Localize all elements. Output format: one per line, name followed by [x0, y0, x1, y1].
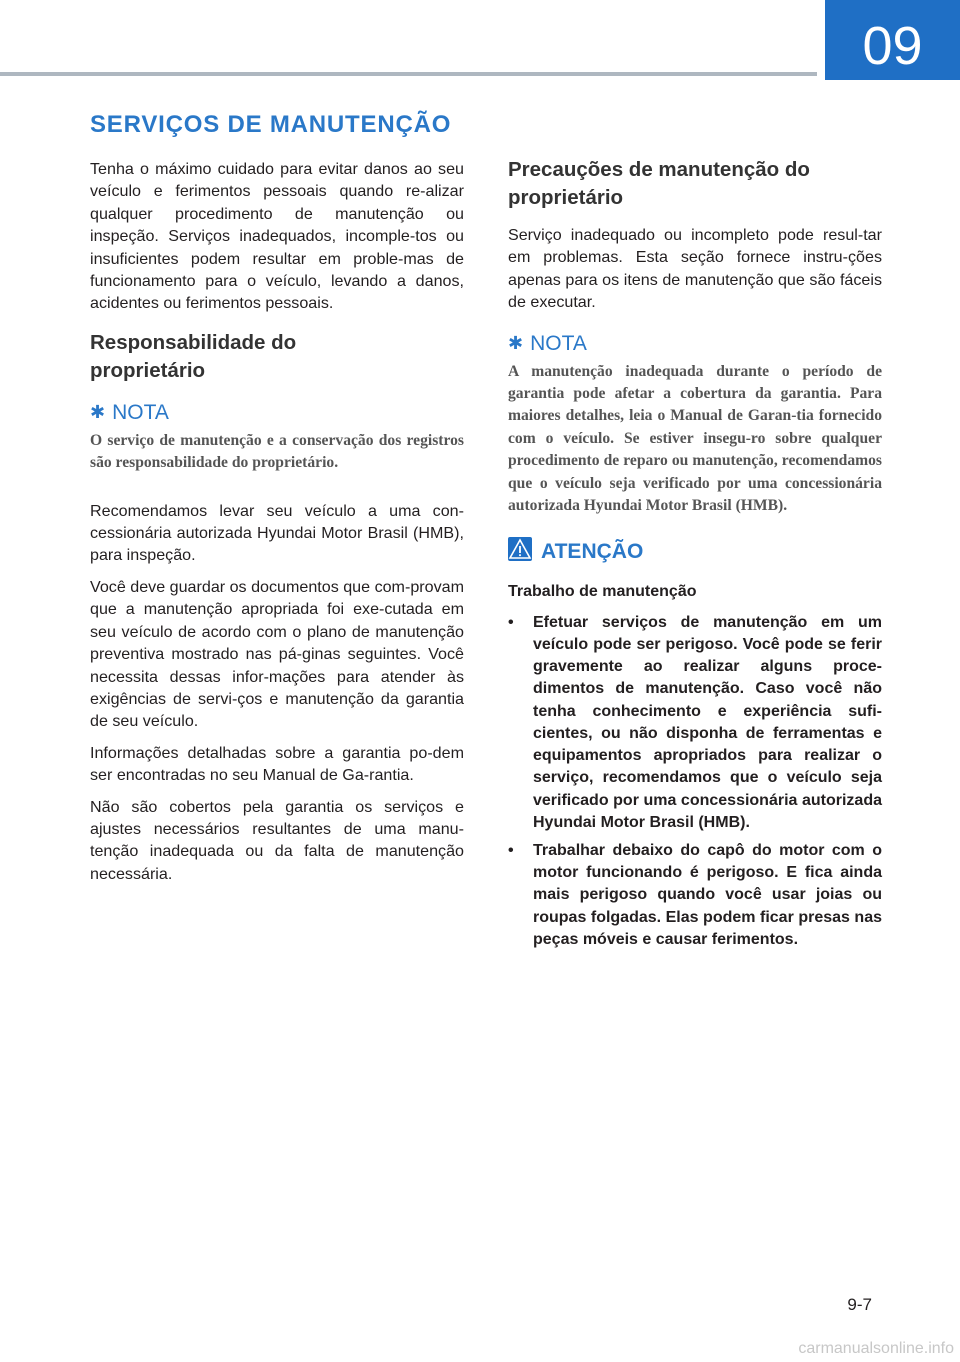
intro-paragraph: Tenha o máximo cuidado para evitar danos ao seu veículo e ferimentos pessoais quando re-alizar qualquer procedimento de manutenção ou inspeção. Serviços inadequados, incomple-tos ou insuficientes podem resultar em proble-mas de funcionamento para o veículo, levando a danos, acidentes ou ferimentos pessoais.: [90, 160, 464, 313]
page-number: 9-7: [847, 1295, 872, 1314]
intro-paragraph: Serviço inadequado ou incompleto pode resul-tar em problemas. Esta seção fornece instru-ções apenas para os itens de manutenção que são fáceis de executar.: [508, 226, 882, 312]
list-item: [508, 612, 882, 834]
section-title: SERVIÇOS DE MANUTENÇÃO: [90, 111, 452, 138]
warning-heading: [508, 537, 882, 567]
heading-precaucoes: [508, 156, 882, 212]
header-rule: [0, 72, 817, 76]
warning-title: ATENÇÃO: [541, 540, 644, 564]
heading-line-2: proprietário: [90, 358, 206, 382]
warning-subtitle: Trabalho de manutenção: [508, 583, 697, 601]
left-column: [90, 158, 464, 894]
paragraph: Você deve guardar os documentos que com-provam que a manutenção apropriada foi exe-cutada em seu veículo de acordo com o plano de manutenção preventiva mostrado nas pá-ginas seguintes. Você necessita dessas infor-mações para atender às exigências de servi-ços e manutenção da garantia de seu veículo.: [90, 577, 464, 731]
bullet-icon: •: [508, 841, 514, 859]
chapter-tab: 09: [825, 0, 960, 80]
paragraph: Informações detalhadas sobre a garantia po-dem ser encontradas no seu Manual de Ga-rantia.: [90, 743, 464, 785]
bullet-icon: •: [508, 613, 514, 631]
list-item-text: Efetuar serviços de manutenção em um veículo pode ser perigoso. Você pode se ferir gravemente ao realizar alguns proce-dimentos de manutenção. Caso você não tenha conhecimento e experiência sufi-cientes, ou não disponha de ferramentas e equipamentos apropriados para realizar o serviço, recomendamos que o veículo seja verificado por uma concessionária autorizada Hyundai Motor Brasil (HMB).: [533, 613, 882, 831]
heading-line-2: proprietário: [508, 186, 624, 209]
note-text: A manutenção inadequada durante o período de garantia pode afetar a cobertura da garantia. Para maiores detalhes, leia o Manual de Garan-tia fornecido com o veículo. Se estiver insegu-ro sobre qualquer procedimento de reparo ou manutenção, recomendamos que o veículo seja verificado por uma concessionária autorizada Hyundai Motor Brasil (HMB).: [508, 362, 882, 515]
warning-triangle-icon: [508, 537, 532, 567]
heading-responsabilidade: [90, 329, 464, 385]
asterisk-icon: ✱: [508, 333, 524, 354]
list-item: [508, 840, 882, 951]
note-heading: [90, 401, 464, 425]
paragraph: Recomendamos levar seu veículo a uma con-cessionária autorizada Hyundai Motor Brasil (HMB), para inspeção.: [90, 501, 464, 565]
asterisk-icon: ✱: [90, 402, 106, 423]
warning-list: [508, 612, 882, 951]
list-item-text: Trabalhar debaixo do capô do motor com o motor funcionando é perigoso. E fica ainda mais perigoso quando você usar joias ou roupas folgadas. Elas podem ficar presas nas peças móveis e causar ferimentos.: [533, 841, 882, 948]
paragraph: Não são cobertos pela garantia os serviços e ajustes necessários resultantes de uma manu-tenção inadequada ou da falta de manutenção necessária.: [90, 797, 464, 883]
note-text: O serviço de manutenção e a conservação dos registros são responsabilidade do proprietário.: [90, 431, 464, 472]
watermark: carmanualsonline.info: [798, 1340, 954, 1357]
heading-line-1: Precauções de manutenção do: [508, 158, 810, 181]
note-title: NOTA: [530, 331, 587, 355]
note-heading: [508, 332, 882, 356]
right-column: [508, 156, 882, 957]
heading-line-1: Responsabilidade do: [90, 330, 297, 354]
note-title: NOTA: [112, 400, 169, 424]
